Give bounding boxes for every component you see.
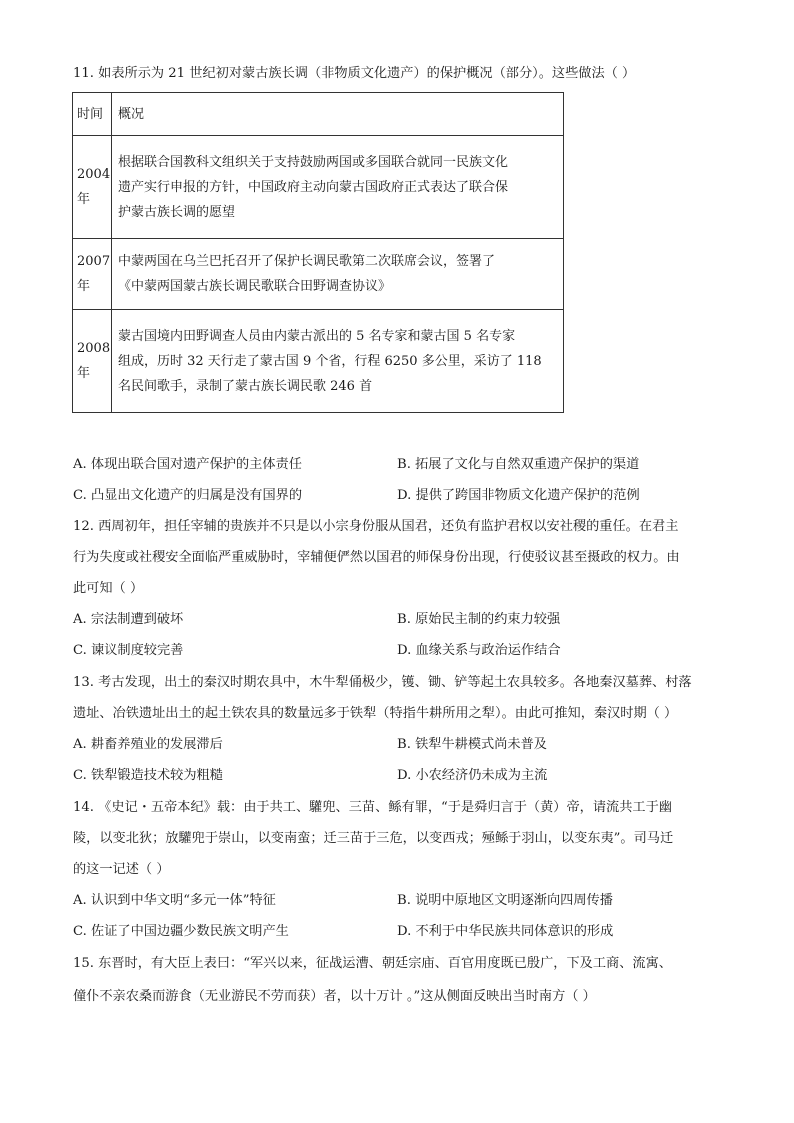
q13-option-c[interactable]: C. 铁犁锻造技术较为粗糙 [73, 768, 223, 783]
table-row [73, 136, 564, 239]
q12-stem-line: 此可知（ ） [73, 581, 144, 596]
q12-option-d[interactable]: D. 血缘关系与政治运作结合 [397, 643, 561, 658]
table-cell-year: 2007 年 [73, 239, 112, 310]
q12-stem-line: 行为失度或社稷安全面临严重威胁时，宰辅便俨然以国君的师保身份出现，行使驳议甚至摄政的权力。由 [73, 550, 680, 565]
q14-option-a[interactable]: A. 认识到中华文明“多元一体”特征 [73, 893, 276, 908]
q15-stem-line: 僮仆不亲农桑而游食（无业游民不劳而获）者，以十万计 。”这从侧面反映出当时南方（ ） [73, 989, 596, 1004]
table-header-overview: 概况 [112, 93, 564, 136]
q13-stem-line: 13. 考古发现，出土的秦汉时期农具中，木牛犁俑极少，镬、锄、铲等起土农具较多。各地秦汉墓葬、村落 [73, 675, 692, 690]
q12-option-c[interactable]: C. 谏议制度较完善 [73, 643, 184, 658]
q13-option-b[interactable]: B. 铁犁牛耕模式尚未普及 [397, 737, 547, 752]
q12-option-b[interactable]: B. 原始民主制的约束力较强 [397, 612, 561, 627]
table-cell-year: 2004 年 [73, 136, 112, 239]
q11-table [72, 92, 564, 413]
q13-stem-line: 遗址、冶铁遗址出土的起土铁农具的数量远多于铁犁（特指牛耕所用之犁）。由此可推知，秦汉时期（ ） [73, 706, 678, 721]
q11-option-a[interactable]: A. 体现出联合国对遗产保护的主体责任 [73, 457, 302, 472]
q14-stem-line: 陵，以变北狄；放驩兜于崇山，以变南蛮；迁三苗于三危，以变西戎；殛鲧于羽山，以变东夷”。司马迁 [73, 831, 674, 846]
table-cell-year: 2008 年 [73, 310, 112, 413]
q13-option-d[interactable]: D. 小农经济仍未成为主流 [397, 768, 548, 783]
q11-option-c[interactable]: C. 凸显出文化遗产的归属是没有国界的 [73, 488, 303, 503]
q11-stem: 11. 如表所示为 21 世纪初对蒙古族长调（非物质文化遗产）的保护概况（部分）。这些做法（ ） [73, 66, 636, 81]
q14-option-d[interactable]: D. 不利于中华民族共同体意识的形成 [397, 924, 614, 939]
q14-stem-line: 的这一记述（ ） [73, 862, 170, 877]
table-cell-overview: 中蒙两国在乌兰巴托召开了保护长调民歌第二次联席会议，签署了 《中蒙两国蒙古族长调民歌联合田野调查协议》 [112, 239, 564, 310]
q14-option-b[interactable]: B. 说明中原地区文明逐渐向四周传播 [397, 893, 613, 908]
q13-option-a[interactable]: A. 耕畜养殖业的发展滞后 [73, 737, 223, 752]
q11-option-d[interactable]: D. 提供了跨国非物质文化遗产保护的范例 [397, 488, 640, 503]
q15-stem-line: 15. 东晋时，有大臣上表曰：“军兴以来，征战运漕、朝廷宗庙、百官用度既已殷广，下及工商、流寓、 [73, 956, 672, 971]
table-header-time: 时间 [73, 93, 112, 136]
table-row [73, 239, 564, 310]
q12-stem-line: 12. 西周初年，担任宰辅的贵族并不只是以小宗身份服从国君，还负有监护君权以安社稷的重任。在君主 [73, 519, 679, 534]
table-header-row [73, 93, 564, 136]
q14-option-c[interactable]: C. 佐证了中国边疆少数民族文明产生 [73, 924, 289, 939]
q12-option-a[interactable]: A. 宗法制遭到破坏 [73, 612, 184, 627]
q14-stem-line: 14. 《史记・五帝本纪》载：由于共工、驩兜、三苗、鲧有罪，“于是舜归言于（黄）帝，请流共工于幽 [73, 800, 672, 815]
table-cell-overview: 根据联合国教科文组织关于支持鼓励两国或多国联合就同一民族文化 遗产实行申报的方针，中国政府主动向蒙古国政府正式表达了联合保 护蒙古族长调的愿望 [112, 136, 564, 239]
table-row [73, 310, 564, 413]
table-cell-overview: 蒙古国境内田野调查人员由内蒙古派出的 5 名专家和蒙古国 5 名专家 组成，历时 32 天行走了蒙古国 9 个省，行程 6250 多公里，采访了 118 名民间歌手，录制了蒙古族长调民歌 246 首 [112, 310, 564, 413]
q11-option-b[interactable]: B. 拓展了文化与自然双重遗产保护的渠道 [397, 457, 640, 472]
